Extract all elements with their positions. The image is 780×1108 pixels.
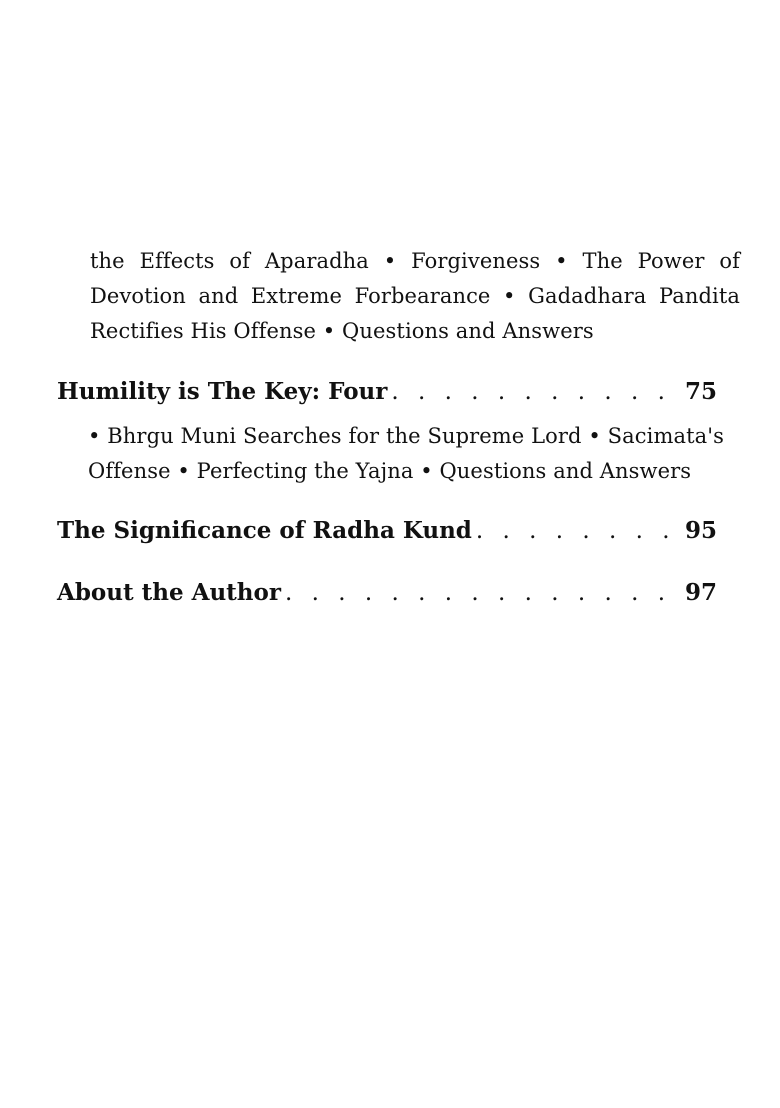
- leader-dots: [391, 379, 681, 405]
- toc-entry: [57, 517, 717, 544]
- leader-dots: [476, 518, 681, 544]
- chapter-summary: • Bhrgu Muni Searches for the Supreme Lord • Sacimata's Offense • Perfecting the Yajna • Questions and Answers: [88, 424, 724, 483]
- entry-page: 75: [684, 378, 717, 405]
- entry-page: 97: [684, 579, 717, 606]
- leader-dots: [285, 580, 681, 606]
- toc-entry: [57, 579, 717, 606]
- entry-title: The Significance of Radha Kund: [57, 517, 472, 544]
- entry-title: Humility is The Key: Four: [57, 378, 388, 405]
- chapter-summary: the Effects of Aparadha • Forgiveness • The Power of Devotion and Extreme Forbearance • Gadadhara Pandita Rectifies His Offense • Questions and Answers: [90, 249, 740, 343]
- toc-entry: [57, 378, 717, 405]
- entry-title: About the Author: [57, 579, 281, 606]
- entry-page: 95: [684, 517, 717, 544]
